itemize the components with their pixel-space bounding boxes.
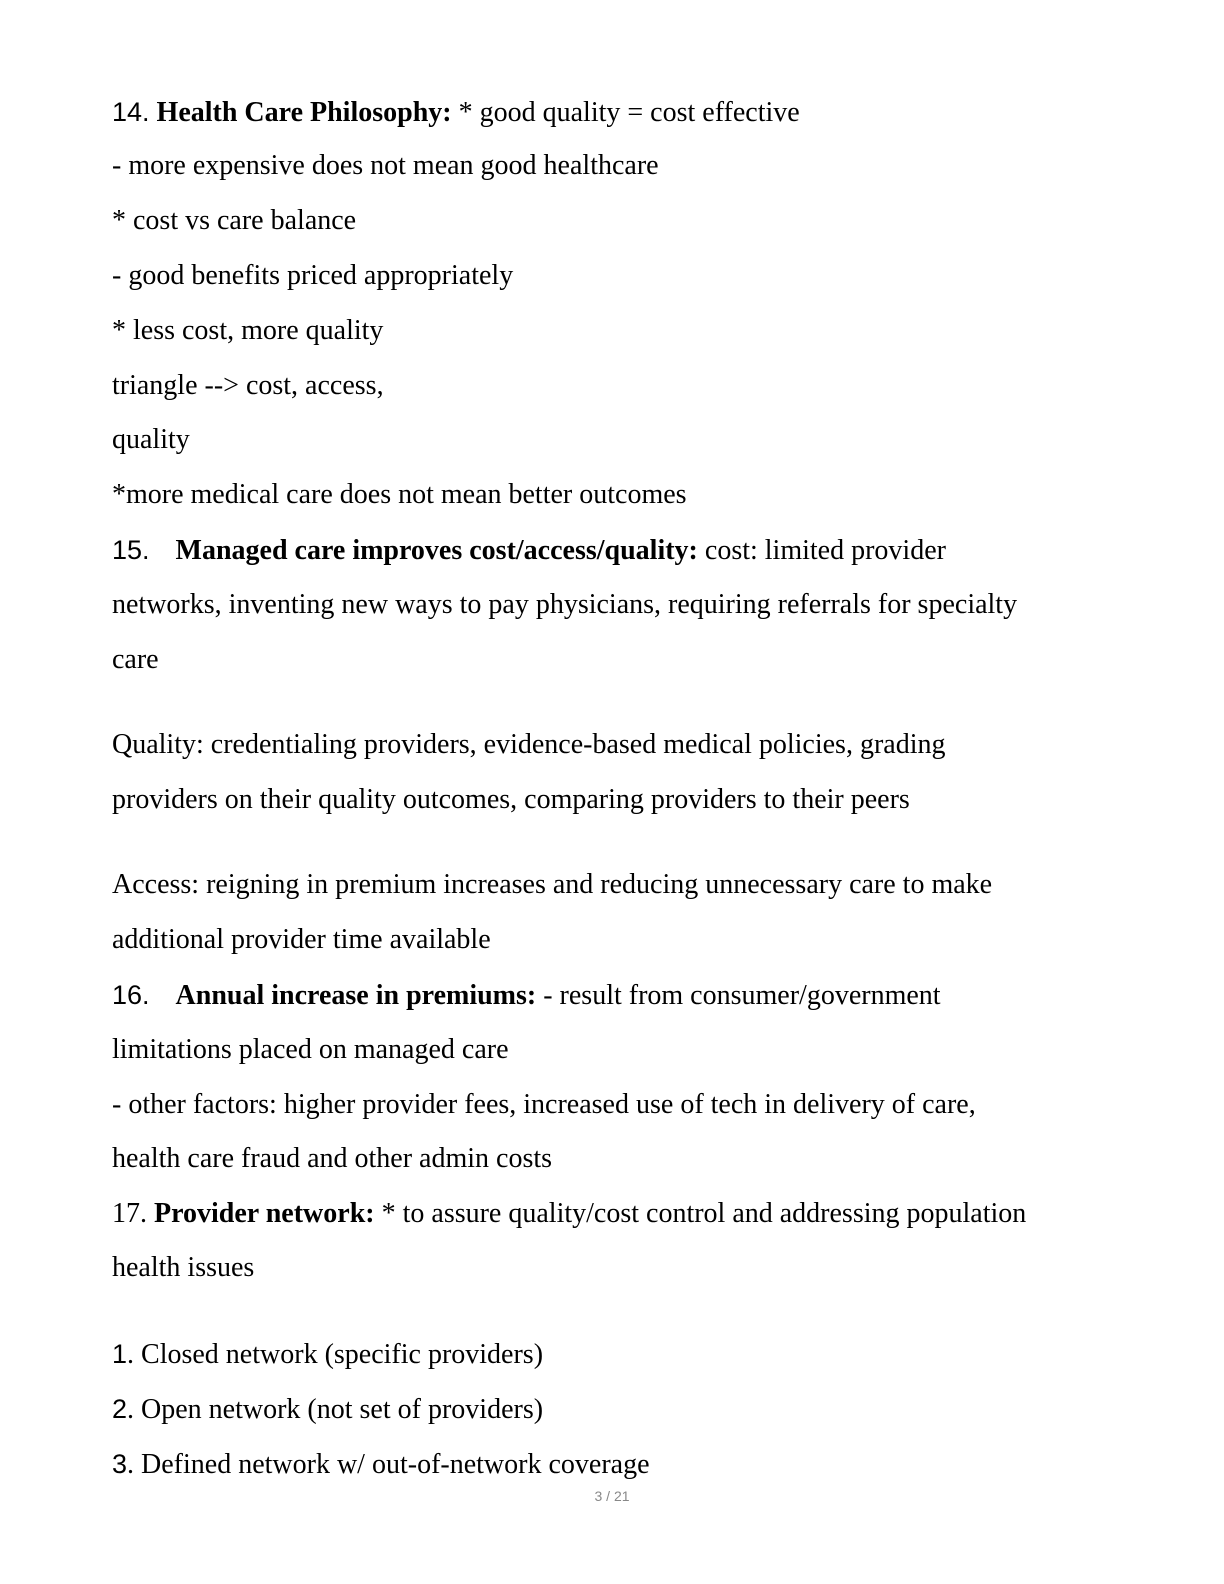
section-15-heading-line — [112, 534, 1154, 567]
section-lead-text: cost: limited provider — [704, 535, 946, 566]
list-item — [112, 1448, 1154, 1481]
section-heading: Managed care improves cost/access/quality: — [175, 535, 698, 566]
text-line: Quality: credentialing providers, evidence-based medical policies, grading — [112, 729, 946, 760]
list-item-number: 3 — [112, 1449, 128, 1479]
text-line: networks, inventing new ways to pay physicians, requiring referrals for specialty — [112, 589, 1018, 620]
page-number: 3 / 21 — [594, 1488, 630, 1504]
list-item-text: . Open network (not set of providers) — [127, 1394, 544, 1425]
list-item-text: . Defined network w/ out-of-network coverage — [127, 1449, 650, 1480]
section-number: 17. — [112, 1198, 147, 1229]
text-line: - other factors: higher provider fees, increased use of tech in delivery of care, — [112, 1089, 976, 1120]
section-heading: Health Care Philosophy: — [156, 97, 452, 128]
section-lead-text: * to assure quality/cost control and addressing population — [381, 1198, 1027, 1229]
text-line: - good benefits priced appropriately — [112, 260, 514, 291]
text-line: triangle --> cost, access, — [112, 370, 384, 401]
text-line: * less cost, more quality — [112, 315, 384, 346]
text-line: limitations placed on managed care — [112, 1034, 509, 1065]
text-line: Access: reigning in premium increases and reducing unnecessary care to make — [112, 869, 993, 900]
section-17-heading-line — [112, 1198, 1154, 1230]
text-line: additional provider time available — [112, 924, 491, 955]
section-lead-text: * good quality = cost effective — [458, 97, 800, 128]
section-heading: Annual increase in premiums: — [175, 980, 537, 1011]
section-number: 16. — [112, 980, 150, 1010]
text-line: health care fraud and other admin costs — [112, 1143, 553, 1174]
text-line: providers on their quality outcomes, comparing providers to their peers — [112, 784, 910, 815]
text-line: care — [112, 644, 159, 675]
section-lead-text: - result from consumer/government — [543, 980, 941, 1011]
list-item — [112, 1338, 1154, 1371]
section-14-heading-line — [112, 96, 1154, 129]
text-line: - more expensive does not mean good healthcare — [112, 150, 659, 181]
text-line: health issues — [112, 1252, 255, 1283]
list-item-text: . Closed network (specific providers) — [127, 1339, 544, 1370]
list-item-number: 2 — [112, 1394, 128, 1424]
section-heading: Provider network: — [154, 1198, 375, 1229]
section-number: 14. — [112, 97, 150, 127]
text-line: *more medical care does not mean better outcomes — [112, 479, 687, 510]
section-16-heading-line — [112, 979, 1154, 1012]
section-number: 15. — [112, 535, 150, 565]
text-line: * cost vs care balance — [112, 205, 357, 236]
list-item-number: 1 — [112, 1339, 128, 1369]
list-item — [112, 1393, 1154, 1426]
text-line: quality — [112, 424, 190, 455]
